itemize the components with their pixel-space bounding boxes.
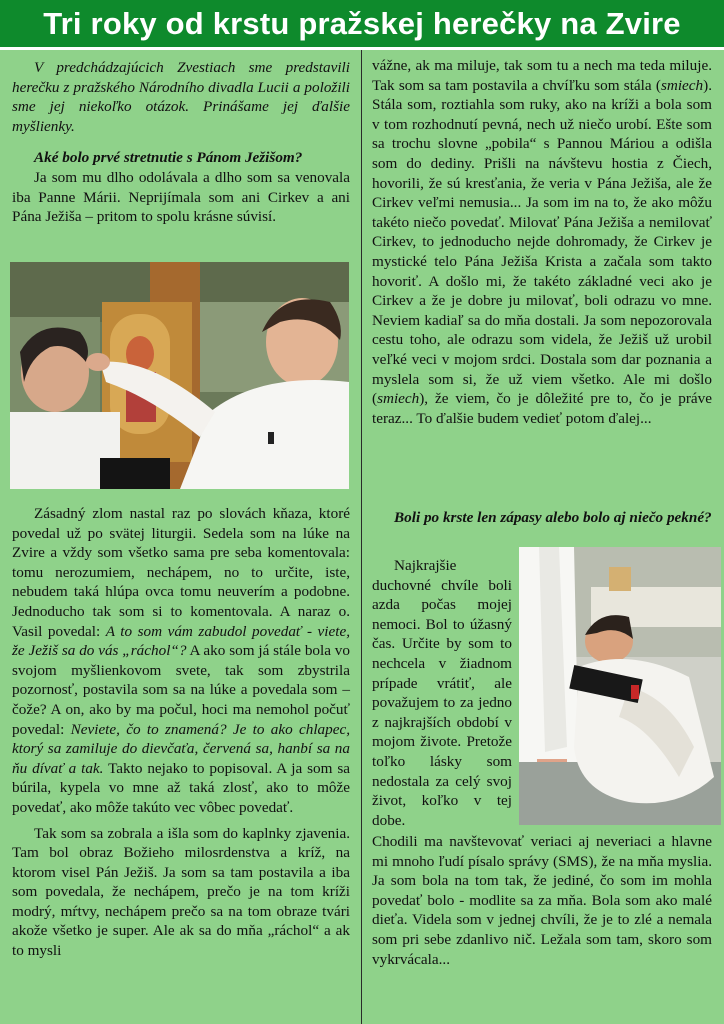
right-laugh-2: smiech bbox=[377, 390, 420, 408]
paragraph-2-start: Zásadný zlom nastal raz po slovách kňaza, ktoré povedal už po svätej liturgii. Sedela som na lúke na Zvire a vždy som všetko sama pre seba komentovala: tomu nerozumiem, nechápem, no to určite, iste, nebudem taká hlúpa ovca tomu neuverím a podobne. Jednoducho tak som si to komentovala. A naraz o. Vasil povedal: bbox=[12, 505, 350, 640]
paragraph-2 bbox=[12, 504, 350, 818]
paragraph-3: Tak som sa zobrala a išla som do kaplnky zjavenia. Tam bol obraz Božieho milosrdenstva a kríž, na ktorom visel Pán Ježiš. Ja som sa tam postavila a iba som povedala, že nechápem, prečo je na tom kríži modrý, mŕtvy, nechápem prečo sa na tom obraze tvári akože všetko je super. Ale ak sa do mňa „ráchol“ a ak to mysli bbox=[12, 824, 350, 960]
column-divider bbox=[361, 50, 362, 1024]
question-2: Boli po krste len zápasy alebo bolo aj niečo pekné? bbox=[394, 509, 712, 526]
answer-2-beginning: Najkrajšie duchovné chvíle boli azda počas mojej nemoci. Bol to úžasný čas. Určite by som to nechcela v žiadnom prípade vrátiť, ale považujem to za jedno z najkrajších období v mojom živote. Pretože toľko lásky som nedostala za celý svoj život, koľko v tej dobe. bbox=[372, 557, 512, 829]
right-continuation bbox=[372, 56, 712, 428]
question-1: Aké bolo prvé stretnutie s Pánom Ježišom? bbox=[34, 149, 303, 167]
paragraph-2-quote-1: A to som vám zabudol povedať - viete, že Ježiš sa do vás „ráchol“? bbox=[12, 622, 351, 660]
title-bar bbox=[0, 0, 724, 50]
intro-paragraph: V predchádzajúcich Zvestiach sme predstavili herečku z pražského Národního divadla Lucii a položili sme jej niekoľko otázok. Prinášame jej ďalšie myšlienky. bbox=[12, 59, 350, 135]
paragraph-2-end: Takto nejako to popisoval. A ja som sa búrila, kypela vo mne až taká zlosť, ako to môže povedať, ako môže takúto vec vôbec povedať. bbox=[12, 759, 350, 816]
answer-2-wrapped bbox=[372, 556, 512, 830]
left-column-top bbox=[12, 58, 350, 227]
right-laugh-1: smiech bbox=[660, 76, 704, 94]
right-column-top bbox=[372, 56, 712, 428]
baptism-photo bbox=[10, 262, 349, 489]
baptism-photo-illustration bbox=[10, 262, 349, 489]
right-text-b: ). Stála som, roztiahla som ruky, ako na kríži a bola som v tom rozhodnutí pevná, nech už niečo urobí. Ešte som sa trochu slovne „pobila“ s Pannou Máriou a odišla som do dediny. Prišli na návštevu hostia z Čiech, hovorili, že sú kresťania, že veria v Pána Ježiša, ale že Cirkev veľmi nemusia... Ja som im na to, že ako môžu takéto niečo povedať. Milovať Pána Ježiša a nemilovať Cirkev, to jednoducho nejde dohromady, že Cirkev je mystické telo Pána Ježiša Krista a začala som takto hovoriť. A došlo mi, že takéto základné veci ako je Cirkev a že je dobre ju milovať, boli odrazu vo mne. Neviem kadiaľ sa do mňa dostali. Ja som nepozorovala cestu toho, ale odrazu som videla, že Ježiš už urobil veľké veci v mojom srdci. Dostala som dar poznania a myslela som si, že už viem všetko. Ale mi došlo ( bbox=[372, 76, 712, 408]
paragraph-2-quote-2: Neviete, čo to znamená? Je to ako chlapec, ktorý sa zamiluje do dievčaťa, červená sa, hanbí sa na ňu dívať a tak. bbox=[12, 720, 351, 777]
answer-1: Ja som mu dlho odolávala a dlho som sa venovala iba Panne Márii. Neprijímala som ani Cirkev a ani Pána Ježiša – pritom to spolu krásne súvisí. bbox=[12, 168, 350, 226]
kneeling-priest-photo bbox=[519, 547, 721, 825]
answer-2-continuation: Chodili ma navštevovať veriaci aj neveriaci a hlavne mi mnoho ľudí písalo správy (SMS), že na mňa myslia. Ja som bola na tom tak, že jediné, čo som im mohla povedať bolo - modlite sa za mňa. Bola som ako malé dieťa. Videla som v jednej chvíli, že je to zlé a nemala som pri sebe zdanlivo nič. Ležala som tam, skoro som vykrvácala... bbox=[372, 833, 712, 968]
left-column-bottom bbox=[12, 504, 350, 961]
right-text-a: vážne, ak ma miluje, tak som tu a nech ma teda miluje. Tak som sa tam postavila a chvíľku som stála ( bbox=[372, 57, 712, 94]
page-title: Tri roky od krstu pražskej herečky na Zvire bbox=[43, 6, 681, 41]
right-text-c: ), že viem, čo je dôležité pre to, čo je práve teraz... To ďalšie budem vedieť potom ďalej... bbox=[372, 390, 712, 427]
paragraph-2-middle: A ako som já stále bola vo svojom myšlienkovom svete, tak som zbystrila pozornosť, postavila som sa na lúke a povedala som – čože? A on, ako by ma počul, hoci ma nemohol počuť povedal: bbox=[12, 642, 350, 738]
right-column-bottom bbox=[372, 832, 712, 969]
question-2-block bbox=[372, 508, 712, 528]
kneeling-priest-illustration bbox=[519, 547, 721, 825]
